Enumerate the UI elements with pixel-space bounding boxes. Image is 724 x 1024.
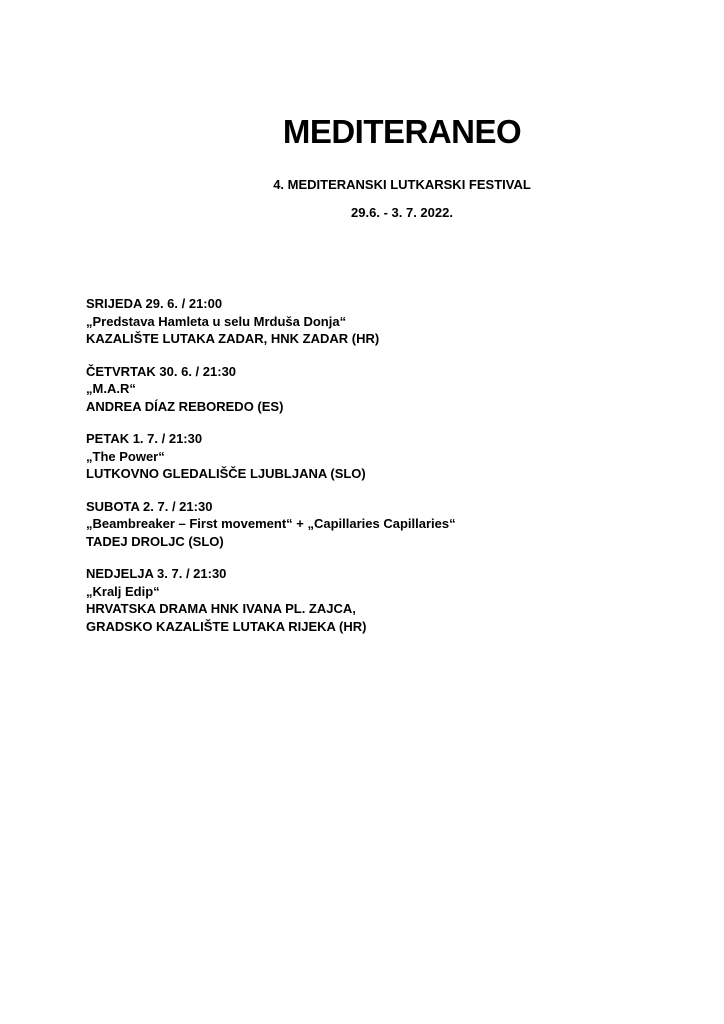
event-show-title: „M.A.R“ <box>86 381 136 396</box>
event-show-title: „Predstava Hamleta u selu Mrduša Donja“ <box>86 313 347 329</box>
event-company: ANDREA DÍAZ REBOREDO (ES) <box>86 398 284 414</box>
event-company-line-2: GRADSKO KAZALIŠTE LUTAKA RIJEKA (HR) <box>86 618 367 634</box>
event-date-time: ČETVRTAK 30. 6. / 21:30 <box>86 363 237 379</box>
event-company: TADEJ DROLJC (SLO) <box>86 533 224 549</box>
event-date-time: SUBOTA 2. 7. / 21:30 <box>86 498 213 514</box>
event-show-title: „Kralj Edip“ <box>86 583 160 599</box>
event-item-4 <box>86 498 646 551</box>
event-date-time: PETAK 1. 7. / 21:30 <box>86 431 203 446</box>
event-company: LUTKOVNO GLEDALIŠČE LJUBLJANA (SLO) <box>86 466 366 481</box>
event-item-2 <box>86 363 646 416</box>
event-item-3 <box>86 430 646 483</box>
event-date-time: NEDJELJA 3. 7. / 21:30 <box>86 566 227 581</box>
event-company: KAZALIŠTE LUTAKA ZADAR, HNK ZADAR (HR) <box>86 331 380 346</box>
festival-subtitle: 4. MEDITERANSKI LUTKARSKI FESTIVAL <box>273 177 531 192</box>
event-item-1 <box>86 295 646 348</box>
event-date-time: SRIJEDA 29. 6. / 21:00 <box>86 296 223 311</box>
event-show-title: „The Power“ <box>86 448 165 464</box>
event-show-title: „Beambreaker – First movement“ + „Capillaries Capillaries“ <box>86 516 456 531</box>
event-company: HRVATSKA DRAMA HNK IVANA PL. ZAJCA, <box>86 601 356 616</box>
festival-title: MEDITERANEO <box>282 113 522 150</box>
event-item-5 <box>86 565 646 635</box>
event-list <box>86 295 646 650</box>
festival-dates: 29.6. - 3. 7. 2022. <box>351 205 453 220</box>
